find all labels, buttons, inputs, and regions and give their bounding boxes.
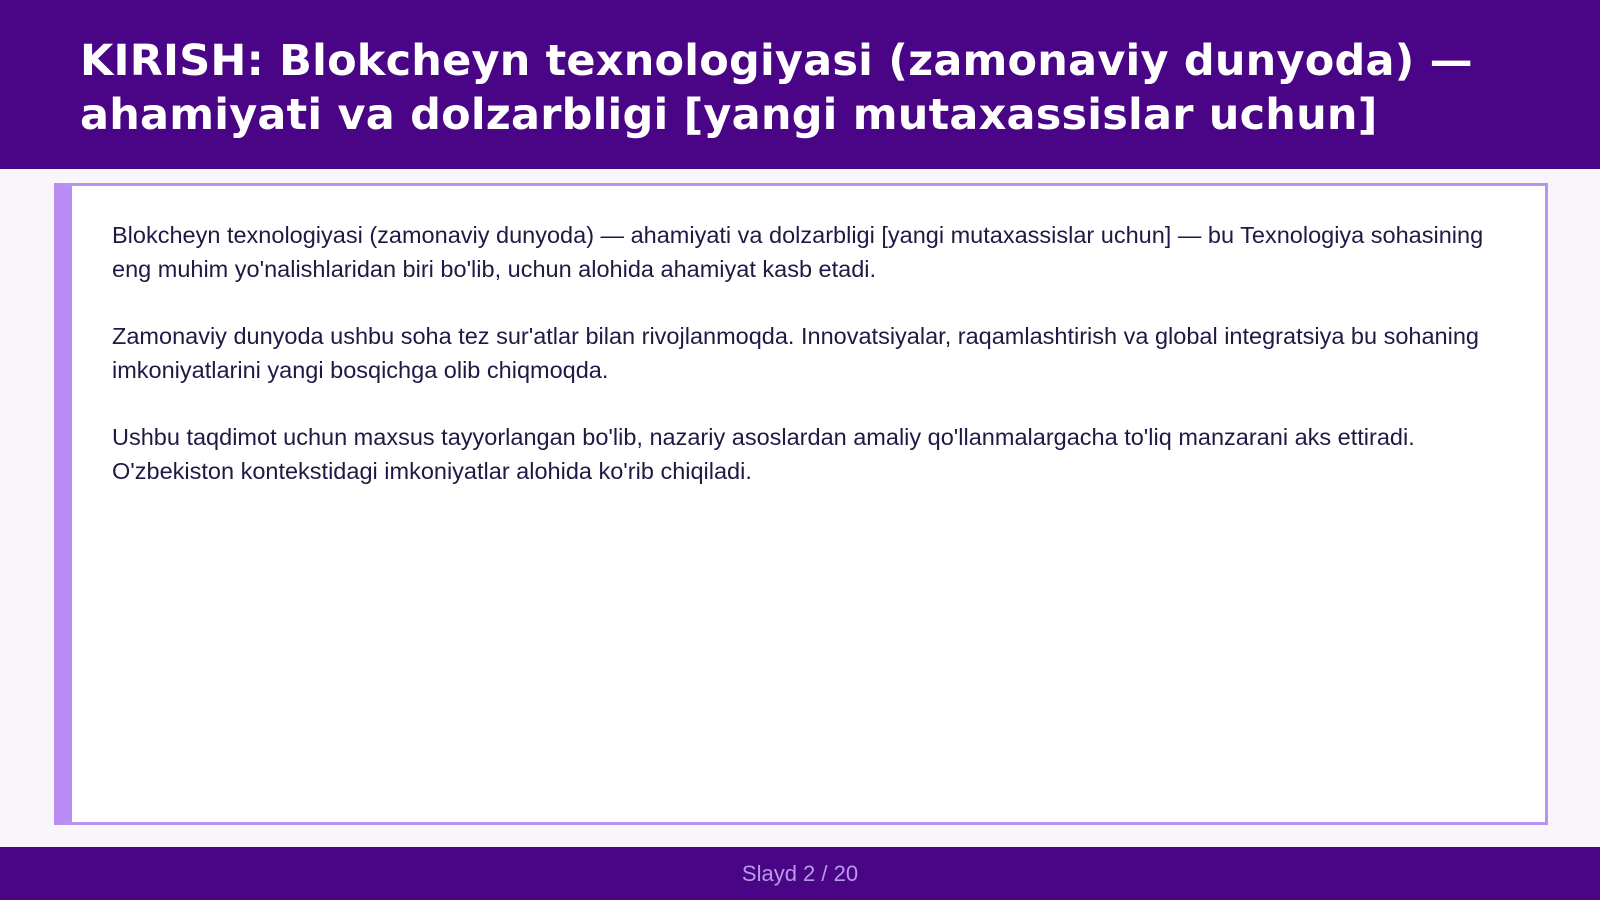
slide-footer xyxy=(0,847,1600,900)
paragraph-2: Zamonaviy dunyoda ushbu soha tez sur'atlar bilan rivojlanmoqda. Innovatsiyalar, raqamlashtirish va global integratsiya bu sohaning imkoniyatlarini yangi bosqichga olib chiqmoqda. xyxy=(112,323,1479,383)
paragraph-1: Blokcheyn texnologiyasi (zamonaviy dunyoda) — ahamiyati va dolzarbligi [yangi mutaxassislar uchun] — bu Texnologiya sohasining eng muhim yo'nalishlaridan biri bo'lib, uchun alohida ahamiyat kasb etadi. xyxy=(112,222,1484,282)
slide-header xyxy=(0,0,1600,169)
slide-counter: Slayd 2 / 20 xyxy=(741,860,859,886)
paragraph-3: Ushbu taqdimot uchun maxsus tayyorlangan bo'lib, nazariy asoslardan amaliy qo'llanmalargacha to'liq manzarani aks ettiradi. O'zbekiston kontekstidagi imkoniyatlar alohida ko'rib chiqiladi. xyxy=(112,424,1415,484)
slide-title: KIRISH: Blokcheyn texnologiyasi (zamonaviy dunyoda) — ahamiyati va dolzarbligi [yangi mutaxassislar uchun] xyxy=(80,36,1473,140)
content-card xyxy=(54,183,1548,825)
